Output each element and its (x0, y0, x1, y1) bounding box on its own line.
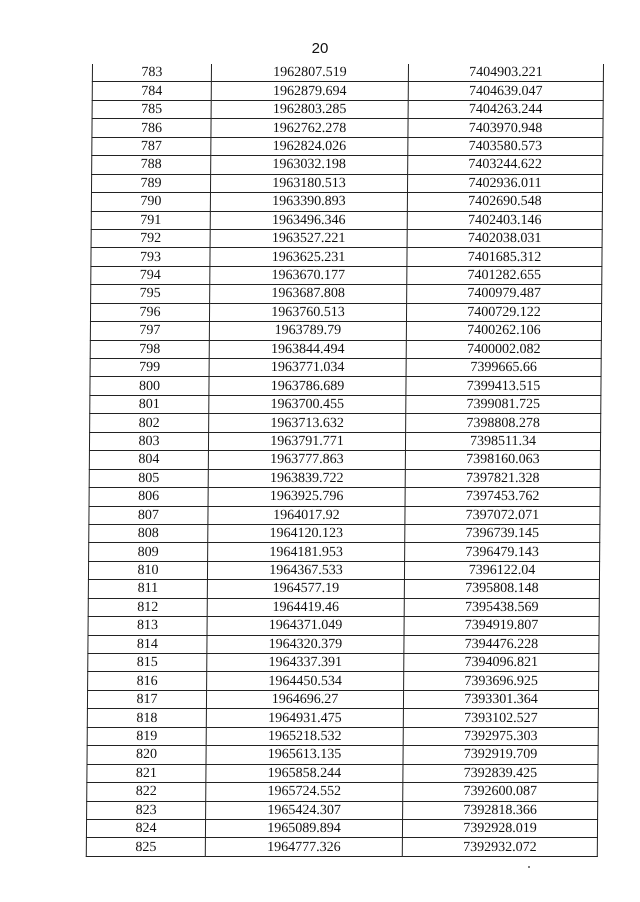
table-row (91, 211, 602, 229)
point-number-cell: 813 (88, 617, 207, 635)
y-coordinate-cell: 7396739.145 (405, 524, 600, 542)
y-coordinate-cell: 7399081.725 (406, 395, 601, 413)
table-row (87, 690, 598, 708)
y-coordinate-cell: 7398160.063 (405, 451, 600, 469)
point-number-cell: 794 (91, 266, 210, 284)
y-coordinate-cell: 7392818.366 (403, 801, 598, 819)
point-number-cell: 816 (88, 672, 207, 690)
y-coordinate-cell: 7404639.047 (408, 82, 603, 100)
table-row (89, 488, 600, 506)
point-number-cell: 804 (89, 451, 208, 469)
x-coordinate-cell: 1964371.049 (207, 617, 404, 635)
point-number-cell: 814 (88, 635, 207, 653)
x-coordinate-cell: 1965858.244 (206, 764, 403, 782)
x-coordinate-cell: 1964181.953 (208, 543, 405, 561)
point-number-cell: 803 (89, 432, 208, 450)
point-number-cell: 823 (87, 801, 206, 819)
point-number-cell: 795 (91, 285, 210, 303)
x-coordinate-cell: 1964777.326 (205, 838, 402, 856)
y-coordinate-cell: 7392839.425 (403, 764, 598, 782)
table-row (92, 64, 603, 82)
x-coordinate-cell: 1965724.552 (206, 783, 403, 801)
x-coordinate-cell: 1964577.19 (207, 580, 404, 598)
point-number-cell: 819 (87, 727, 206, 745)
x-coordinate-cell: 1962824.026 (211, 137, 408, 155)
point-number-cell: 801 (90, 395, 209, 413)
y-coordinate-cell: 7402936.011 (407, 174, 602, 192)
point-number-cell: 805 (89, 469, 208, 487)
point-number-cell: 815 (88, 654, 207, 672)
table-row (91, 174, 602, 192)
y-coordinate-cell: 7396122.04 (404, 561, 599, 579)
table-row (88, 672, 599, 690)
y-coordinate-cell: 7398511.34 (405, 432, 600, 450)
table-row (90, 322, 601, 340)
point-number-cell: 796 (90, 303, 209, 321)
y-coordinate-cell: 7404903.221 (408, 64, 603, 82)
x-coordinate-cell: 1963670.177 (210, 266, 407, 284)
coordinates-table (86, 64, 604, 857)
x-coordinate-cell: 1962879.694 (211, 82, 408, 100)
y-coordinate-cell: 7392975.303 (403, 727, 598, 745)
page-number: 20 (311, 40, 329, 57)
y-coordinate-cell: 7393102.527 (403, 709, 598, 727)
point-number-cell: 806 (89, 488, 208, 506)
table-row (89, 543, 600, 561)
y-coordinate-cell: 7401282.655 (407, 266, 602, 284)
point-number-cell: 783 (92, 64, 211, 82)
y-coordinate-cell: 7392928.019 (402, 819, 597, 837)
table-row (91, 266, 602, 284)
x-coordinate-cell: 1964017.92 (208, 506, 405, 524)
x-coordinate-cell: 1963032.198 (211, 156, 408, 174)
x-coordinate-cell: 1963713.632 (209, 414, 406, 432)
table-row (86, 819, 597, 837)
table-row (90, 414, 601, 432)
table-row (88, 635, 599, 653)
y-coordinate-cell: 7402403.146 (407, 211, 602, 229)
table-row (89, 451, 600, 469)
point-number-cell: 817 (87, 690, 206, 708)
x-coordinate-cell: 1963771.034 (209, 359, 406, 377)
point-number-cell: 808 (89, 524, 208, 542)
point-number-cell: 789 (91, 174, 210, 192)
point-number-cell: 820 (87, 746, 206, 764)
x-coordinate-cell: 1965613.135 (206, 746, 403, 764)
x-coordinate-cell: 1963687.808 (210, 285, 407, 303)
y-coordinate-cell: 7398808.278 (406, 414, 601, 432)
point-number-cell: 790 (91, 193, 210, 211)
point-number-cell: 785 (92, 100, 211, 118)
point-number-cell: 818 (87, 709, 206, 727)
point-number-cell: 824 (86, 819, 205, 837)
table-row (92, 156, 603, 174)
x-coordinate-cell: 1963844.494 (209, 340, 406, 358)
x-coordinate-cell: 1963839.722 (208, 469, 405, 487)
point-number-cell: 822 (87, 783, 206, 801)
x-coordinate-cell: 1964419.46 (207, 598, 404, 616)
table-row (92, 119, 603, 137)
y-coordinate-cell: 7392932.072 (402, 838, 597, 856)
point-number-cell: 821 (87, 764, 206, 782)
x-coordinate-cell: 1962807.519 (211, 64, 408, 82)
x-coordinate-cell: 1963925.796 (208, 488, 405, 506)
point-number-cell: 791 (91, 211, 210, 229)
table-row (89, 469, 600, 487)
point-number-cell: 799 (90, 359, 209, 377)
x-coordinate-cell: 1964696.27 (206, 690, 403, 708)
table-row (87, 801, 598, 819)
y-coordinate-cell: 7402038.031 (407, 229, 602, 247)
y-coordinate-cell: 7402690.548 (407, 193, 602, 211)
table-row (90, 377, 601, 395)
y-coordinate-cell: 7403244.622 (408, 156, 603, 174)
table-row (90, 340, 601, 358)
x-coordinate-cell: 1963390.893 (210, 193, 407, 211)
x-coordinate-cell: 1964120.123 (208, 524, 405, 542)
table-row (87, 727, 598, 745)
x-coordinate-cell: 1963777.863 (208, 451, 405, 469)
x-coordinate-cell: 1965424.307 (206, 801, 403, 819)
point-number-cell: 800 (90, 377, 209, 395)
table-row (87, 783, 598, 801)
y-coordinate-cell: 7400262.106 (406, 322, 601, 340)
y-coordinate-cell: 7404263.244 (408, 100, 603, 118)
point-number-cell: 797 (90, 322, 209, 340)
point-number-cell: 825 (86, 838, 205, 856)
x-coordinate-cell: 1962803.285 (211, 100, 408, 118)
y-coordinate-cell: 7397453.762 (405, 488, 600, 506)
table-row (87, 764, 598, 782)
point-number-cell: 792 (91, 229, 210, 247)
y-coordinate-cell: 7400729.122 (406, 303, 601, 321)
y-coordinate-cell: 7395438.569 (404, 598, 599, 616)
point-number-cell: 788 (92, 156, 211, 174)
table-row (88, 598, 599, 616)
y-coordinate-cell: 7395808.148 (404, 580, 599, 598)
table-row (90, 359, 601, 377)
table-row (90, 303, 601, 321)
point-number-cell: 802 (90, 414, 209, 432)
x-coordinate-cell: 1963180.513 (210, 174, 407, 192)
x-coordinate-cell: 1963700.455 (209, 395, 406, 413)
x-coordinate-cell: 1963760.513 (209, 303, 406, 321)
table-row (88, 617, 599, 635)
x-coordinate-cell: 1964320.379 (207, 635, 404, 653)
table-row (88, 654, 599, 672)
y-coordinate-cell: 7393696.925 (404, 672, 599, 690)
table-row (89, 432, 600, 450)
table-row (88, 561, 599, 579)
x-coordinate-cell: 1963527.221 (210, 229, 407, 247)
x-coordinate-cell: 1964367.533 (207, 561, 404, 579)
table-row (92, 82, 603, 100)
x-coordinate-cell: 1963791.771 (208, 432, 405, 450)
point-number-cell: 811 (88, 580, 207, 598)
x-coordinate-cell: 1964931.475 (206, 709, 403, 727)
x-coordinate-cell: 1963789.79 (209, 322, 406, 340)
table-row (87, 746, 598, 764)
table-row (89, 506, 600, 524)
y-coordinate-cell: 7394476.228 (404, 635, 599, 653)
y-coordinate-cell: 7393301.364 (403, 690, 598, 708)
y-coordinate-cell: 7392919.709 (403, 746, 598, 764)
y-coordinate-cell: 7396479.143 (405, 543, 600, 561)
x-coordinate-cell: 1963625.231 (210, 248, 407, 266)
y-coordinate-cell: 7399665.66 (406, 359, 601, 377)
y-coordinate-cell: 7400979.487 (407, 285, 602, 303)
x-coordinate-cell: 1965218.532 (206, 727, 403, 745)
table-row (92, 100, 603, 118)
y-coordinate-cell: 7397072.071 (405, 506, 600, 524)
y-coordinate-cell: 7392600.087 (403, 783, 598, 801)
x-coordinate-cell: 1965089.894 (205, 819, 402, 837)
point-number-cell: 809 (89, 543, 208, 561)
scan-speck (528, 866, 530, 868)
table-row (91, 285, 602, 303)
table-row (91, 248, 602, 266)
table-row (91, 229, 602, 247)
x-coordinate-cell: 1964337.391 (207, 654, 404, 672)
x-coordinate-cell: 1964450.534 (207, 672, 404, 690)
x-coordinate-cell: 1962762.278 (211, 119, 408, 137)
y-coordinate-cell: 7397821.328 (405, 469, 600, 487)
table-row (89, 524, 600, 542)
point-number-cell: 807 (89, 506, 208, 524)
table-row (87, 709, 598, 727)
point-number-cell: 798 (90, 340, 209, 358)
y-coordinate-cell: 7403970.948 (408, 119, 603, 137)
y-coordinate-cell: 7401685.312 (407, 248, 602, 266)
table-row (90, 395, 601, 413)
y-coordinate-cell: 7394919.807 (404, 617, 599, 635)
y-coordinate-cell: 7399413.515 (406, 377, 601, 395)
y-coordinate-cell: 7400002.082 (406, 340, 601, 358)
y-coordinate-cell: 7403580.573 (408, 137, 603, 155)
point-number-cell: 784 (92, 82, 211, 100)
table-row (86, 838, 597, 856)
table-row (88, 580, 599, 598)
table-row (92, 137, 603, 155)
x-coordinate-cell: 1963496.346 (210, 211, 407, 229)
coordinates-table-body (86, 64, 603, 856)
point-number-cell: 793 (91, 248, 210, 266)
point-number-cell: 786 (92, 119, 211, 137)
table-row (91, 193, 602, 211)
y-coordinate-cell: 7394096.821 (404, 654, 599, 672)
point-number-cell: 812 (88, 598, 207, 616)
x-coordinate-cell: 1963786.689 (209, 377, 406, 395)
point-number-cell: 787 (92, 137, 211, 155)
point-number-cell: 810 (88, 561, 207, 579)
